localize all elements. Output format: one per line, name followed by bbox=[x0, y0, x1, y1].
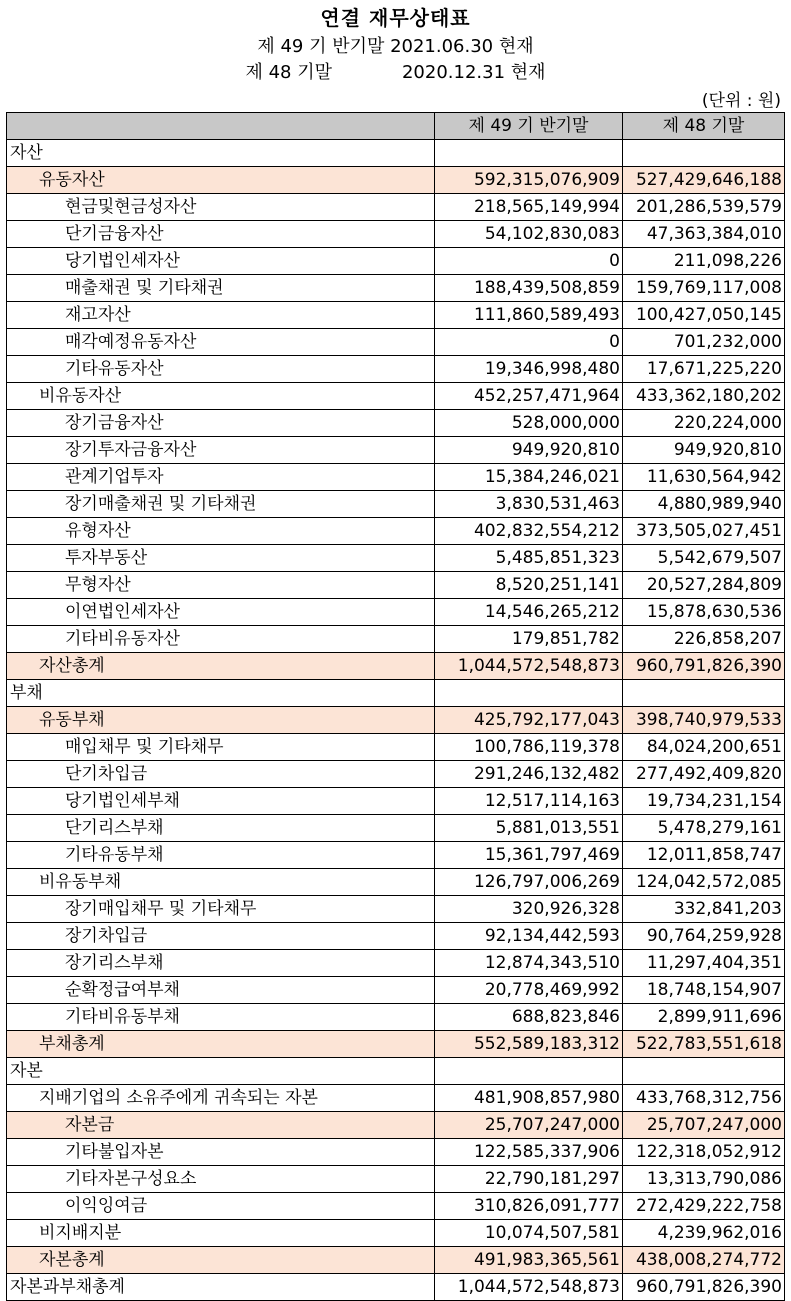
account-name: 장기금융자산 bbox=[7, 410, 435, 437]
account-name: 유동자산 bbox=[7, 167, 435, 194]
table-row bbox=[7, 734, 785, 761]
prior-period-amount: 438,008,274,772 bbox=[623, 1247, 785, 1274]
account-name: 무형자산 bbox=[7, 572, 435, 599]
table-row bbox=[7, 167, 785, 194]
table-row bbox=[7, 194, 785, 221]
current-period-amount: 54,102,830,083 bbox=[435, 221, 623, 248]
account-name: 유형자산 bbox=[7, 518, 435, 545]
account-name: 자산총계 bbox=[7, 653, 435, 680]
current-period-amount: 528,000,000 bbox=[435, 410, 623, 437]
current-period-amount: 12,517,114,163 bbox=[435, 788, 623, 815]
table-row bbox=[7, 248, 785, 275]
table-row bbox=[7, 302, 785, 329]
prior-period-amount: 272,429,222,758 bbox=[623, 1193, 785, 1220]
prior-period-amount: 701,232,000 bbox=[623, 329, 785, 356]
table-row bbox=[7, 572, 785, 599]
prior-period-amount: 5,478,279,161 bbox=[623, 815, 785, 842]
current-period-label: 제 49 기 반기말 2021.06.30 현재 bbox=[257, 36, 534, 57]
account-name: 현금및현금성자산 bbox=[7, 194, 435, 221]
table-row bbox=[7, 140, 785, 167]
table-row bbox=[7, 1166, 785, 1193]
unit-label: (단위 : 원) bbox=[701, 91, 781, 111]
prior-period-amount: 19,734,231,154 bbox=[623, 788, 785, 815]
account-name: 장기투자금융자산 bbox=[7, 437, 435, 464]
prior-period-amount: 25,707,247,000 bbox=[623, 1112, 785, 1139]
table-row bbox=[7, 1004, 785, 1031]
current-period-amount: 481,908,857,980 bbox=[435, 1085, 623, 1112]
account-name: 이익잉여금 bbox=[7, 1193, 435, 1220]
current-period-amount: 552,589,183,312 bbox=[435, 1031, 623, 1058]
table-row bbox=[7, 761, 785, 788]
table-row bbox=[7, 1274, 785, 1301]
current-period-amount: 92,134,442,593 bbox=[435, 923, 623, 950]
prior-period-amount: 11,630,564,942 bbox=[623, 464, 785, 491]
table-row bbox=[7, 1247, 785, 1274]
account-name: 비유동자산 bbox=[7, 383, 435, 410]
table-row bbox=[7, 896, 785, 923]
prior-period-amount: 433,362,180,202 bbox=[623, 383, 785, 410]
current-period-amount: 19,346,998,480 bbox=[435, 356, 623, 383]
prior-period-amount: 159,769,117,008 bbox=[623, 275, 785, 302]
table-row bbox=[7, 842, 785, 869]
account-name: 단기차입금 bbox=[7, 761, 435, 788]
account-name: 자본금 bbox=[7, 1112, 435, 1139]
current-period-amount: 14,546,265,212 bbox=[435, 599, 623, 626]
current-period-amount: 15,361,797,469 bbox=[435, 842, 623, 869]
prior-period-amount: 90,764,259,928 bbox=[623, 923, 785, 950]
table-row bbox=[7, 815, 785, 842]
account-name: 자본총계 bbox=[7, 1247, 435, 1274]
account-name: 단기리스부채 bbox=[7, 815, 435, 842]
table-row bbox=[7, 1220, 785, 1247]
account-name: 기타자본구성요소 bbox=[7, 1166, 435, 1193]
account-name: 부채총계 bbox=[7, 1031, 435, 1058]
table-header-row bbox=[7, 113, 785, 140]
table-row bbox=[7, 1058, 785, 1085]
current-period-amount: 1,044,572,548,873 bbox=[435, 653, 623, 680]
current-period-amount: 5,485,851,323 bbox=[435, 545, 623, 572]
account-name: 비지배지분 bbox=[7, 1220, 435, 1247]
account-name: 투자부동산 bbox=[7, 545, 435, 572]
account-name: 기타불입자본 bbox=[7, 1139, 435, 1166]
current-period-amount: 3,830,531,463 bbox=[435, 491, 623, 518]
prior-period-amount: 960,791,826,390 bbox=[623, 1274, 785, 1301]
table-row bbox=[7, 1085, 785, 1112]
prior-period-amount: 527,429,646,188 bbox=[623, 167, 785, 194]
account-name: 장기차입금 bbox=[7, 923, 435, 950]
table-row bbox=[7, 329, 785, 356]
table-row bbox=[7, 950, 785, 977]
account-name: 기타비유동자산 bbox=[7, 626, 435, 653]
current-period-amount bbox=[435, 1058, 623, 1085]
table-row bbox=[7, 788, 785, 815]
table-row bbox=[7, 707, 785, 734]
header-account-column bbox=[7, 113, 435, 140]
current-period-amount: 188,439,508,859 bbox=[435, 275, 623, 302]
account-name: 장기매입채무 및 기타채무 bbox=[7, 896, 435, 923]
prior-period-amount: 4,880,989,940 bbox=[623, 491, 785, 518]
account-name: 당기법인세부채 bbox=[7, 788, 435, 815]
table-row bbox=[7, 275, 785, 302]
prior-period-amount: 12,011,858,747 bbox=[623, 842, 785, 869]
prior-period-amount: 84,024,200,651 bbox=[623, 734, 785, 761]
current-period-amount: 1,044,572,548,873 bbox=[435, 1274, 623, 1301]
prior-period-amount: 20,527,284,809 bbox=[623, 572, 785, 599]
prior-period-amount bbox=[623, 140, 785, 167]
account-name: 장기매출채권 및 기타채권 bbox=[7, 491, 435, 518]
table-row bbox=[7, 545, 785, 572]
balance-sheet-table bbox=[6, 112, 785, 1301]
prior-period-amount bbox=[623, 1058, 785, 1085]
current-period-amount: 15,384,246,021 bbox=[435, 464, 623, 491]
prior-period-amount: 18,748,154,907 bbox=[623, 977, 785, 1004]
prior-period-amount: 11,297,404,351 bbox=[623, 950, 785, 977]
table-row bbox=[7, 410, 785, 437]
current-period-amount: 5,881,013,551 bbox=[435, 815, 623, 842]
header-prior-period: 제 48 기말 bbox=[623, 113, 785, 140]
prior-period-amount: 433,768,312,756 bbox=[623, 1085, 785, 1112]
current-period-amount bbox=[435, 680, 623, 707]
account-name: 재고자산 bbox=[7, 302, 435, 329]
table-row bbox=[7, 1139, 785, 1166]
current-period-amount: 179,851,782 bbox=[435, 626, 623, 653]
table-row bbox=[7, 599, 785, 626]
table-row bbox=[7, 383, 785, 410]
header-current-period: 제 49 기 반기말 bbox=[435, 113, 623, 140]
table-row bbox=[7, 221, 785, 248]
current-period-amount: 8,520,251,141 bbox=[435, 572, 623, 599]
account-name: 단기금융자산 bbox=[7, 221, 435, 248]
prior-period-amount: 960,791,826,390 bbox=[623, 653, 785, 680]
prior-period-amount: 220,224,000 bbox=[623, 410, 785, 437]
prior-period-amount: 15,878,630,536 bbox=[623, 599, 785, 626]
prior-period-amount: 5,542,679,507 bbox=[623, 545, 785, 572]
account-name: 매입채무 및 기타채무 bbox=[7, 734, 435, 761]
prior-period-amount: 47,363,384,010 bbox=[623, 221, 785, 248]
current-period-amount: 22,790,181,297 bbox=[435, 1166, 623, 1193]
prior-period-amount: 4,239,962,016 bbox=[623, 1220, 785, 1247]
current-period-amount: 12,874,343,510 bbox=[435, 950, 623, 977]
account-name: 관계기업투자 bbox=[7, 464, 435, 491]
table-row bbox=[7, 1193, 785, 1220]
prior-period-amount: 13,313,790,086 bbox=[623, 1166, 785, 1193]
current-period-amount: 111,860,589,493 bbox=[435, 302, 623, 329]
current-period-amount: 0 bbox=[435, 329, 623, 356]
account-name: 지배기업의 소유주에게 귀속되는 자본 bbox=[7, 1085, 435, 1112]
account-name: 부채 bbox=[7, 680, 435, 707]
prior-period-date: 2020.12.31 현재 bbox=[401, 62, 546, 83]
prior-period-amount bbox=[623, 680, 785, 707]
current-period-amount: 688,823,846 bbox=[435, 1004, 623, 1031]
account-name: 유동부채 bbox=[7, 707, 435, 734]
current-period-amount: 592,315,076,909 bbox=[435, 167, 623, 194]
prior-period-amount: 100,427,050,145 bbox=[623, 302, 785, 329]
table-row bbox=[7, 518, 785, 545]
account-name: 자산 bbox=[7, 140, 435, 167]
current-period-amount: 291,246,132,482 bbox=[435, 761, 623, 788]
current-period-amount: 10,074,507,581 bbox=[435, 1220, 623, 1247]
current-period-amount: 491,983,365,561 bbox=[435, 1247, 623, 1274]
current-period-amount bbox=[435, 140, 623, 167]
table-row bbox=[7, 1031, 785, 1058]
account-name: 기타유동자산 bbox=[7, 356, 435, 383]
table-row bbox=[7, 437, 785, 464]
account-name: 매각예정유동자산 bbox=[7, 329, 435, 356]
current-period-amount: 310,826,091,777 bbox=[435, 1193, 623, 1220]
prior-period-amount: 17,671,225,220 bbox=[623, 356, 785, 383]
table-row bbox=[7, 977, 785, 1004]
prior-period-amount: 332,841,203 bbox=[623, 896, 785, 923]
prior-period-amount: 124,042,572,085 bbox=[623, 869, 785, 896]
account-name: 기타유동부채 bbox=[7, 842, 435, 869]
current-period-amount: 0 bbox=[435, 248, 623, 275]
current-period-amount: 100,786,119,378 bbox=[435, 734, 623, 761]
account-name: 비유동부채 bbox=[7, 869, 435, 896]
prior-period-amount: 211,098,226 bbox=[623, 248, 785, 275]
table-row bbox=[7, 680, 785, 707]
current-period-amount: 320,926,328 bbox=[435, 896, 623, 923]
current-period-amount: 25,707,247,000 bbox=[435, 1112, 623, 1139]
current-period-amount: 218,565,149,994 bbox=[435, 194, 623, 221]
prior-period-name: 제 48 기말 bbox=[245, 62, 332, 83]
current-period-amount: 126,797,006,269 bbox=[435, 869, 623, 896]
account-name: 자본 bbox=[7, 1058, 435, 1085]
table-row bbox=[7, 653, 785, 680]
current-period-amount: 425,792,177,043 bbox=[435, 707, 623, 734]
table-row bbox=[7, 923, 785, 950]
prior-period-amount: 277,492,409,820 bbox=[623, 761, 785, 788]
current-period-amount: 949,920,810 bbox=[435, 437, 623, 464]
account-name: 당기법인세자산 bbox=[7, 248, 435, 275]
prior-period-amount: 122,318,052,912 bbox=[623, 1139, 785, 1166]
account-name: 장기리스부채 bbox=[7, 950, 435, 977]
prior-period-amount: 2,899,911,696 bbox=[623, 1004, 785, 1031]
prior-period-amount: 949,920,810 bbox=[623, 437, 785, 464]
prior-period-amount: 522,783,551,618 bbox=[623, 1031, 785, 1058]
prior-period-amount: 226,858,207 bbox=[623, 626, 785, 653]
current-period-amount: 402,832,554,212 bbox=[435, 518, 623, 545]
table-row bbox=[7, 491, 785, 518]
account-name: 매출채권 및 기타채권 bbox=[7, 275, 435, 302]
prior-period-amount: 398,740,979,533 bbox=[623, 707, 785, 734]
account-name: 이연법인세자산 bbox=[7, 599, 435, 626]
table-row bbox=[7, 1112, 785, 1139]
current-period-amount: 20,778,469,992 bbox=[435, 977, 623, 1004]
table-row bbox=[7, 869, 785, 896]
table-row bbox=[7, 626, 785, 653]
table-row bbox=[7, 356, 785, 383]
account-name: 기타비유동부채 bbox=[7, 1004, 435, 1031]
statement-title: 연결 재무상태표 bbox=[320, 6, 471, 30]
account-name: 순확정급여부채 bbox=[7, 977, 435, 1004]
prior-period-amount: 201,286,539,579 bbox=[623, 194, 785, 221]
account-name: 자본과부채총계 bbox=[7, 1274, 435, 1301]
current-period-amount: 452,257,471,964 bbox=[435, 383, 623, 410]
prior-period-label bbox=[0, 58, 791, 84]
current-period-amount: 122,585,337,906 bbox=[435, 1139, 623, 1166]
table-row bbox=[7, 464, 785, 491]
prior-period-amount: 373,505,027,451 bbox=[623, 518, 785, 545]
